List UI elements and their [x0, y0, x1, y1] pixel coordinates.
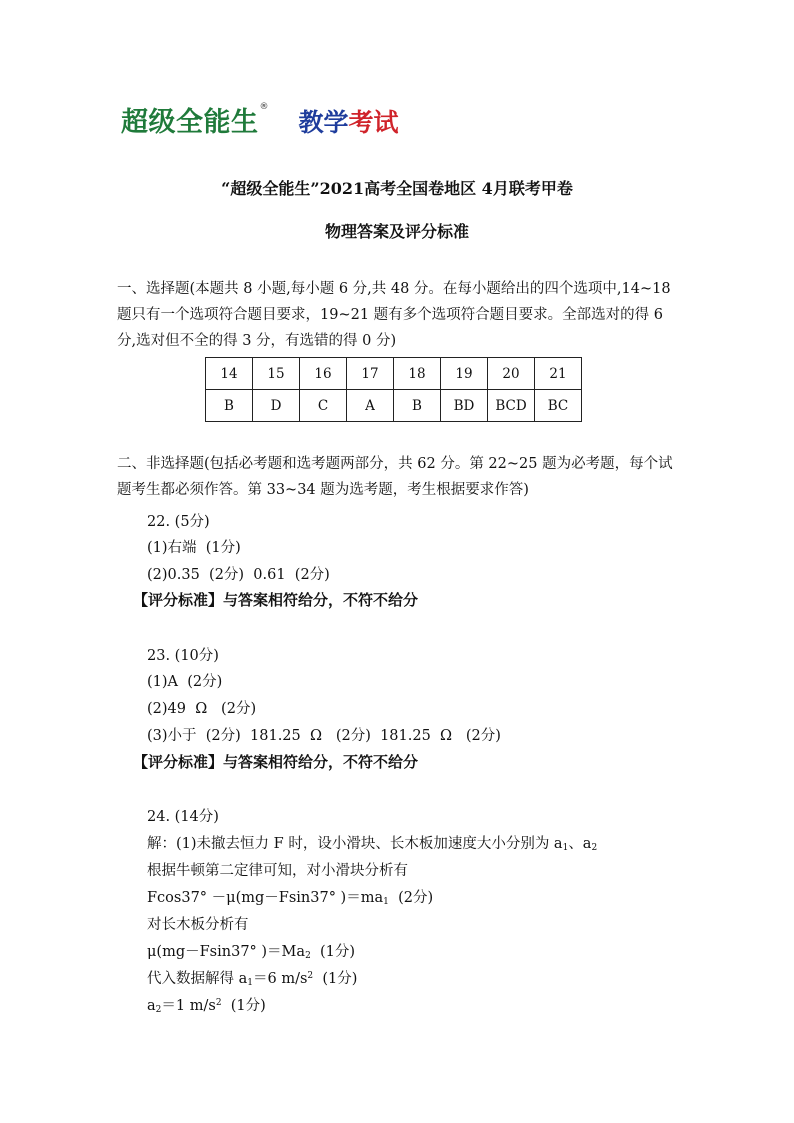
superscript: 2: [215, 998, 222, 1008]
q24-equation-1: [147, 886, 433, 907]
score-note: (2分): [388, 890, 434, 906]
result-value: ＝6 m/s: [253, 971, 308, 987]
section-1-instructions: 一、选择题(本题共 8 小题,每小题 6 分,共 48 分。在每小题给出的四个选项中,14~18 题只有一个选项符合题目要求，19~21 题有多个选项符合题目要求。全部选对的得 6 分,选对但不全的得 3 分，有选错的得 0 分): [117, 281, 671, 349]
answer-cell: BCD: [488, 390, 535, 422]
q22-answer-1: (1)右端 (1分): [147, 540, 241, 556]
question-number: 15: [253, 358, 300, 390]
subscript: 2: [591, 843, 598, 853]
q24-line-1: [147, 832, 597, 853]
q24-line-1-mid: 、a: [568, 836, 592, 852]
question-number: 17: [347, 358, 394, 390]
result-text: a: [147, 998, 156, 1014]
brand-logo-text: 超级全能生: [121, 107, 259, 138]
document-title: “超级全能生”2021高考全国卷地区 4月联考甲卷: [221, 179, 573, 198]
q24-line-2: 根据牛顿第二定律可知，对小滑块分析有: [147, 863, 408, 879]
subscript: 1: [383, 897, 389, 907]
answer-table-number-row: [206, 358, 582, 390]
equation-text: Fcos37° －μ(mg－Fsin37° )＝ma: [147, 890, 384, 906]
answer-cell: BD: [441, 390, 488, 422]
q24-heading: 24. (14分): [147, 809, 219, 825]
q24-equation-2: [147, 940, 355, 961]
q23-heading: 23. (10分): [147, 648, 219, 664]
scoring-standard-q23: 【评分标准】与答案相符给分，不符不给分: [133, 753, 419, 771]
q23-answer-1: (1)A (2分): [147, 674, 223, 690]
score-note: (1分): [310, 944, 356, 960]
answer-cell: C: [300, 390, 347, 422]
q24-result-2: [147, 994, 266, 1015]
question-number: 21: [535, 358, 582, 390]
answer-table: [205, 357, 582, 422]
subscript: 2: [305, 951, 311, 961]
result-value: ＝1 m/s: [161, 998, 216, 1014]
section-2-instructions: 二、非选择题(包括必考题和选考题两部分，共 62 分。第 22~25 题为必考题，每个试题考生都必须作答。第 33~34 题为选考题，考生根据要求作答): [117, 456, 673, 498]
question-number: 19: [441, 358, 488, 390]
answer-table-answer-row: [206, 390, 582, 422]
scoring-standard-q22: 【评分标准】与答案相符给分，不符不给分: [133, 591, 419, 609]
q24-line-4: 对长木板分析有: [147, 917, 249, 933]
answer-cell: A: [347, 390, 394, 422]
result-text: 代入数据解得 a: [147, 971, 248, 987]
document-subtitle: 物理答案及评分标准: [324, 222, 469, 241]
answer-cell: D: [253, 390, 300, 422]
answer-cell: B: [394, 390, 441, 422]
q22-heading: 22. (5分): [147, 514, 210, 530]
superscript: 2: [307, 971, 314, 981]
equation-text: μ(mg－Fsin37° )＝Ma: [147, 944, 306, 960]
registered-mark: ®: [259, 102, 269, 112]
q23-answer-3: (3)小于 (2分) 181.25 Ω (2分) 181.25 Ω (2分): [147, 728, 501, 744]
q23-answer-2: (2)49 Ω (2分): [147, 701, 257, 717]
header-logo: [121, 102, 399, 138]
q24-result-1: [147, 967, 357, 988]
subscript: 1: [562, 843, 569, 853]
subscript: 2: [155, 1005, 162, 1015]
q22-answer-2: (2)0.35 (2分) 0.61 (2分): [147, 567, 330, 583]
brand-subtitle-a: 教学: [298, 108, 349, 137]
score-note: (1分): [221, 998, 266, 1014]
question-number: 16: [300, 358, 347, 390]
answer-cell: BC: [535, 390, 582, 422]
q24-line-1-text: 解：(1)未撤去恒力 F 时，设小滑块、长木板加速度大小分别为 a: [147, 836, 563, 852]
question-number: 18: [394, 358, 441, 390]
answer-cell: B: [206, 390, 253, 422]
question-number: 14: [206, 358, 253, 390]
brand-subtitle-b: 考试: [348, 108, 399, 137]
question-number: 20: [488, 358, 535, 390]
score-note: (1分): [313, 971, 358, 987]
subscript: 1: [247, 978, 253, 988]
brand-subtitle: [299, 108, 399, 138]
